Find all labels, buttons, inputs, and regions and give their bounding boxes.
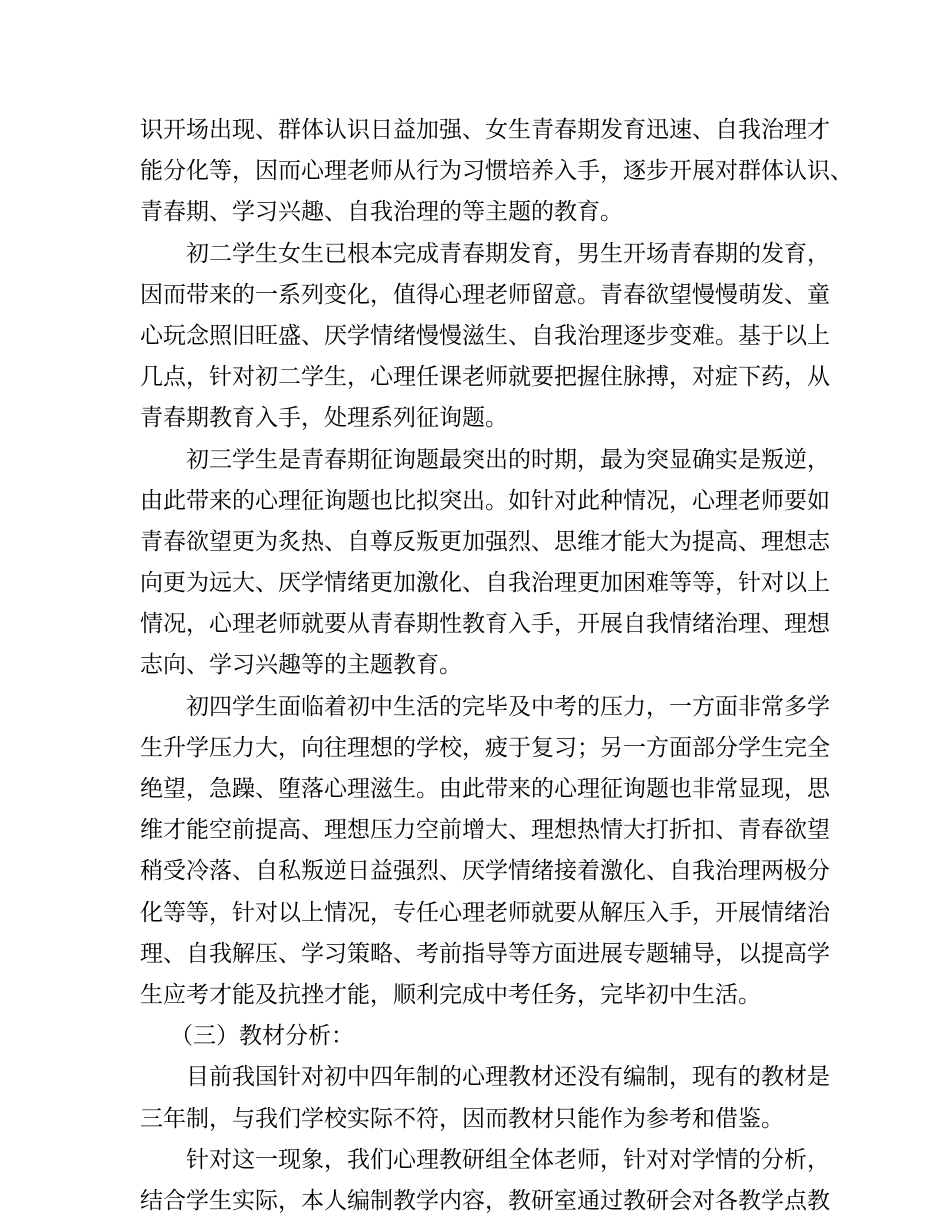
text-line: 因而带来的一系列变化，值得心理老师留意。青春欲望慢慢萌发、童: [140, 281, 830, 308]
text-line: 青春欲望更为炙热、自尊反叛更加强烈、思维才能大为提高、理想志: [140, 528, 830, 555]
text-line: 由此带来的心理征询题也比拟突出。如针对此种情况，心理老师要如: [140, 487, 830, 514]
document-page: [140, 110, 853, 1222]
text-line: 三年制，与我们学校实际不符，因而教材只能作为参考和借鉴。: [140, 1105, 784, 1132]
text-line: 生应考才能及抗挫才能，顺利完成中考任务，完毕初中生活。: [140, 981, 761, 1008]
paragraph-first-line: 初三学生是青春期征询题最突出的时期，最为突显确实是叛逆，: [186, 446, 830, 473]
text-line: 绝望，急躁、堕落心理滋生。由此带来的心理征询题也非常显现，思: [140, 776, 830, 802]
text-line: 情况，心理老师就要从青春期性教育入手，开展自我情绪治理、理想: [140, 611, 830, 638]
paragraph-first-line: 针对这一现象，我们心理教研组全体老师，针对对学情的分析，: [186, 1146, 830, 1173]
text-line: 维才能空前提高、理想压力空前增大、理想热情大打折扣、青春欲望: [140, 817, 830, 844]
text-line: 稍受冷落、自私叛逆日益强烈、厌学情绪接着激化、自我治理两极分: [140, 858, 830, 885]
text-line: 理、自我解压、学习策略、考前指导等方面进展专题辅导，以提高学: [140, 940, 830, 967]
text-line: 能分化等，因而心理老师从行为习惯培养入手，逐步开展对群体认识、: [140, 158, 853, 185]
text-line: 结合学生实际，本人编制教学内容，教研室通过教研会对各教学点教: [140, 1187, 830, 1214]
text-line: 青春期教育入手，处理系列征询题。: [140, 405, 508, 432]
paragraph-first-line: 目前我国针对初中四年制的心理教材还没有编制，现有的教材是: [186, 1064, 830, 1091]
text-line: 化等等，针对以上情况，专任心理老师就要从解压入手，开展情绪治: [140, 899, 830, 926]
text-line: 青春期、学习兴趣、自我治理的等主题的教育。: [140, 199, 623, 226]
text-line: 心玩念照旧旺盛、厌学情绪慢慢滋生、自我治理逐步变难。基于以上: [140, 322, 830, 349]
paragraph-first-line: 初四学生面临着初中生活的完毕及中考的压力，一方面非常多学: [186, 693, 830, 720]
section-heading: （三）教材分析：: [170, 1023, 354, 1050]
text-line: 志向、学习兴趣等的主题教育。: [140, 652, 462, 679]
text-line: 向更为远大、厌学情绪更加激化、自我治理更加困难等等，针对以上: [140, 570, 830, 597]
text-line: 识开场出现、群体认识日益加强、女生青春期发育迅速、自我治理才: [140, 117, 830, 143]
paragraph-first-line: 初二学生女生已根本完成青春期发育，男生开场青春期的发育，: [186, 240, 830, 267]
text-line: 生升学压力大，向往理想的学校，疲于复习；另一方面部分学生完全: [140, 734, 830, 761]
text-line: 几点，针对初二学生，心理任课老师就要把握住脉搏，对症下药，从: [140, 364, 830, 391]
